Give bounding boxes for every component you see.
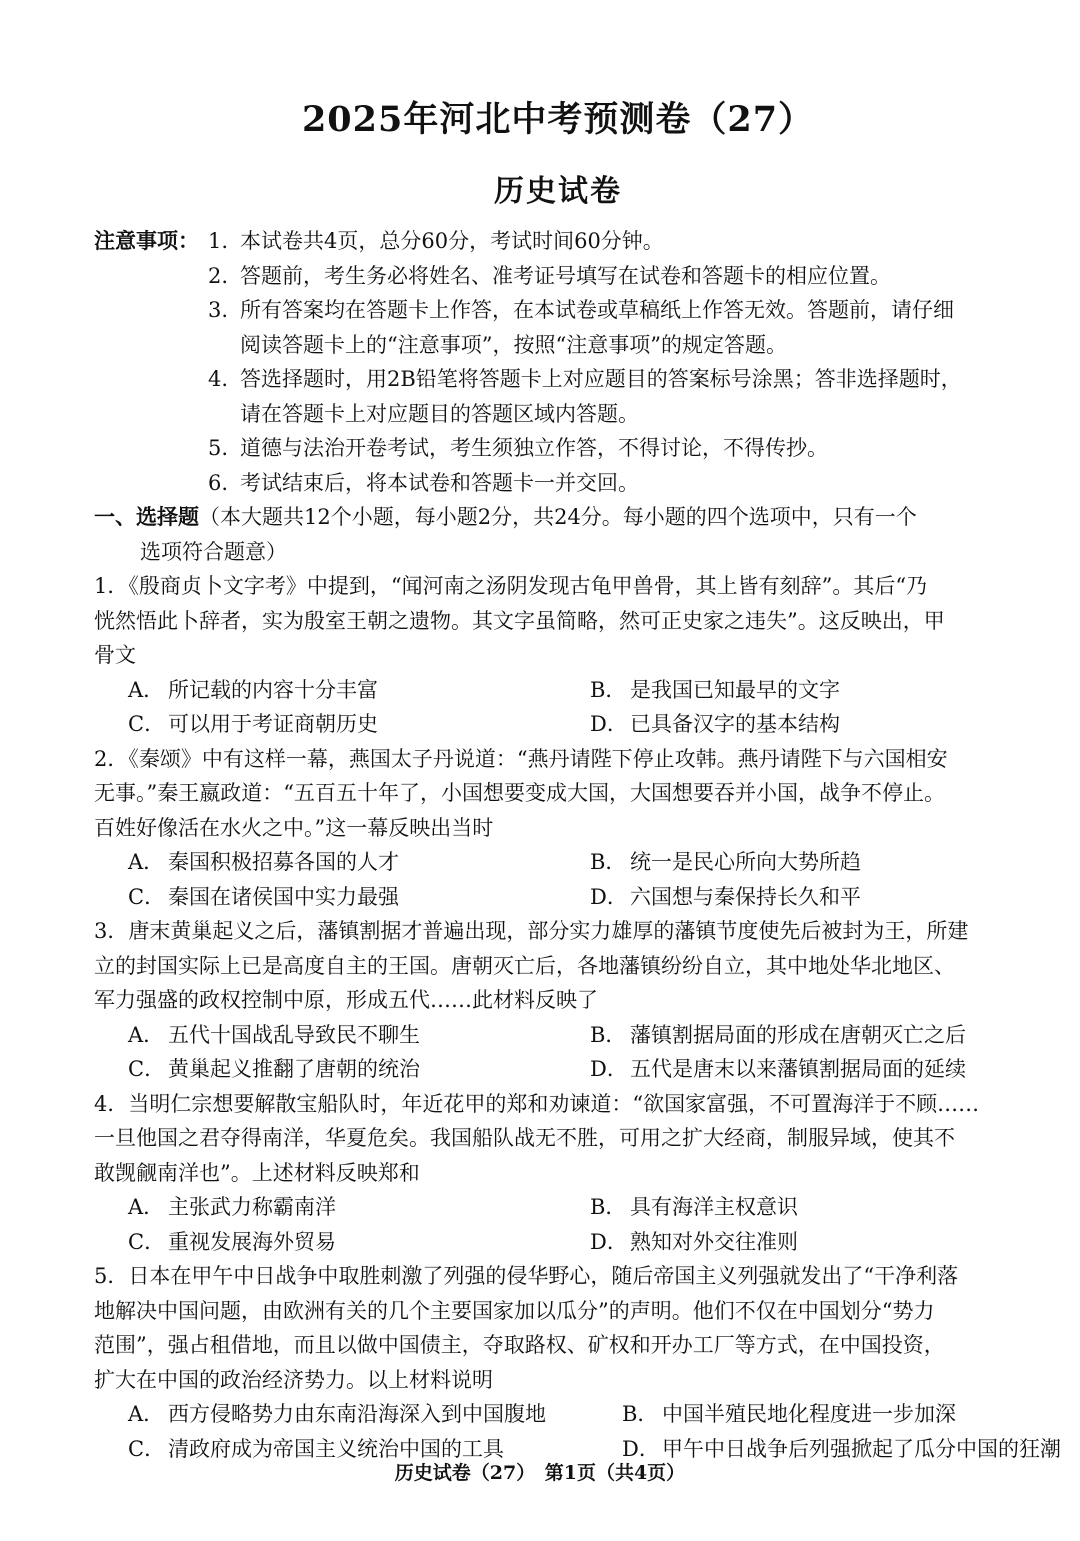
notice-text: 道德与法治开卷考试，考生须独立作答，不得讨论，不得传抄。 [240,436,828,460]
option-b [590,845,1050,880]
question-stem-line: 扩大在中国的政治经济势力。以上材料说明 [94,1367,493,1392]
option-text: 可以用于考证商朝历史 [168,712,378,736]
option-letter: A． [128,677,165,702]
question-stem-line: 2．《秦颂》中有这样一幕，燕国太子丹说道：“燕丹请陛下停止攻韩。燕丹请陛下与六国相安 [94,746,948,771]
option-letter: D． [590,1057,628,1081]
notice-item-6 [94,466,1022,501]
options-grid [94,1018,1022,1087]
notice-number: 2. [208,263,229,288]
question-stem-line: 范围”，强占租借地，而且以做中国债主，夺取路权、矿权和开办工厂等方式，在中国投资， [94,1333,945,1357]
option-a [128,1018,590,1053]
notice-item-5 [94,431,1022,466]
option-text: 甲午中日战争后列强掀起了瓜分中国的狂潮 [662,1436,1061,1461]
notice-number: 6. [208,470,229,495]
question-stem-line: 敢觊觎南洋也”。上述材料反映郑和 [94,1160,420,1185]
question-2 [94,742,1022,915]
option-c [128,707,590,742]
option-letter: B． [622,1402,659,1426]
option-letter: D． [590,884,628,909]
page-title: 2025年河北中考预测卷（27） [301,99,815,140]
options-grid [94,1397,1061,1466]
question-stem-line: 4．当明仁宗想要解散宝船队时，年近花甲的郑和劝谏道：“欲国家富强，不可置海洋于不顾…… [94,1091,980,1116]
option-letter: B． [590,1022,627,1047]
option-letter: B． [590,850,627,874]
question-stem-line: 3．唐末黄巢起义之后，藩镇割据才普遍出现，部分实力雄厚的藩镇节度使先后被封为王，所建 [94,919,969,943]
question-4 [94,1087,1022,1260]
option-b [590,673,1050,708]
options-grid [94,1190,1022,1259]
notice-text: 本试卷共4页，总分60分，考试时间60分钟。 [240,229,664,253]
option-letter: C． [128,1436,166,1461]
notice-item-1 [94,224,1022,259]
notice-number: 4. [208,367,229,391]
question-stem-line: 1．《殷商贞卜文字考》中提到，“闻河南之汤阴发现古龟甲兽骨，其上皆有刻辞”。其后“乃 [94,574,928,598]
option-text: 熟知对外交往准则 [630,1229,798,1254]
option-text: 已具备汉字的基本结构 [630,712,840,736]
option-letter: A． [128,850,165,874]
notice-text: 答题前，考生务必将姓名、准考证号填写在试卷和答题卡的相应位置。 [240,263,891,288]
option-c [128,880,590,915]
page-footer: 历史试卷（27） 第1页（共4页） [394,1462,686,1484]
option-d [590,880,1050,915]
question-stem-line: 地解决中国问题，由欧洲有关的几个主要国家加以瓜分”的声明。他们不仅在中国划分“势力 [94,1298,935,1323]
question-stem-line: 百姓好像活在水火之中。”这一幕反映出当时 [94,815,494,840]
notice-number: 5. [208,436,229,460]
question-stem-line: 一旦他国之君夺得南洋，华夏危矣。我国船队战无不胜，可用之扩大经商，制服异域，使其不 [94,1126,955,1150]
question-stem-line: 5．日本在甲午中日战争中取胜刺激了列强的侵华野心，随后帝国主义列强就发出了“干净利落 [94,1264,959,1288]
option-letter: C． [128,1229,166,1254]
notice-item-4 [94,362,1022,397]
option-letter: D． [622,1436,660,1461]
option-d [590,707,1050,742]
notice-text-continued: 请在答题卡上对应题目的答题区域内答题。 [240,401,639,426]
option-letter: A． [128,1195,165,1219]
option-c [128,1052,590,1087]
option-text: 五代十国战乱导致民不聊生 [168,1022,420,1047]
section-instructions-continued: 选项符合题意） [140,539,287,564]
notice-number: 3. [208,298,229,322]
option-b [622,1397,1052,1432]
question-3 [94,914,1022,1087]
option-d [590,1225,1050,1260]
option-b [590,1018,1050,1053]
option-letter: C． [128,1057,166,1081]
option-a [128,1190,590,1225]
option-text: 黄巢起义推翻了唐朝的统治 [168,1057,420,1081]
option-letter: D． [590,1229,628,1254]
options-grid [94,673,1022,742]
option-letter: D． [590,712,628,736]
option-letter: B． [590,677,627,702]
question-stem-line: 无事。”秦王嬴政道：“五百五十年了，小国想要变成大国，大国想要吞并小国，战争不停止。 [94,781,945,805]
option-a [128,1397,622,1432]
page-subtitle: 历史试卷 [494,174,622,209]
option-letter: A． [128,1022,165,1047]
option-text: 统一是民心所向大势所趋 [630,850,861,874]
section-heading-line [94,500,1022,535]
option-text: 具有海洋主权意识 [630,1195,798,1219]
option-d [590,1052,1050,1087]
option-text: 秦国在诸侯国中实力最强 [168,884,399,909]
question-1 [94,569,1022,742]
section-heading [94,500,1022,569]
option-a [128,845,590,880]
notice-text: 答选择题时，用2B铅笔将答题卡上对应题目的答案标号涂黑；答非选择题时， [240,367,962,391]
notice-block [94,224,1022,500]
notice-text-continued: 阅读答题卡上的“注意事项”，按照“注意事项”的规定答题。 [240,332,787,357]
option-text: 西方侵略势力由东南沿海深入到中国腹地 [168,1402,546,1426]
option-text: 所记载的内容十分丰富 [168,677,378,702]
option-letter: B． [590,1195,627,1219]
option-text: 主张武力称霸南洋 [168,1195,336,1219]
option-letter: C． [128,884,166,909]
section-instructions: （本大题共12个小题，每小题2分，共24分。每小题的四个选项中，只有一个 [199,505,917,529]
option-c [128,1225,590,1260]
notice-text: 所有答案均在答题卡上作答，在本试卷或草稿纸上作答无效。答题前，请仔细 [240,298,954,322]
options-grid [94,845,1022,914]
option-letter: A． [128,1402,165,1426]
notice-label: 注意事项： [94,228,199,253]
option-a [128,673,590,708]
question-stem-line: 军力强盛的政权控制中原，形成五代……此材料反映了 [94,988,598,1012]
question-stem-line: 恍然悟此卜辞者，实为殷室王朝之遗物。其文字虽简略，然可正史家之违失”。这反映出，甲 [94,608,945,633]
option-text: 重视发展海外贸易 [168,1229,336,1254]
notice-number: 1. [208,229,229,253]
question-stem-line: 立的封国实际上已是高度自主的王国。唐朝灭亡后，各地藩镇纷纷自立，其中地处华北地区、 [94,953,955,978]
option-b [590,1190,1050,1225]
notice-text: 考试结束后，将本试卷和答题卡一并交回。 [240,470,639,495]
option-text: 六国想与秦保持长久和平 [630,884,861,909]
option-text: 藩镇割据局面的形成在唐朝灭亡之后 [630,1022,966,1047]
option-text: 五代是唐末以来藩镇割据局面的延续 [630,1057,966,1081]
option-text: 是我国已知最早的文字 [630,677,840,702]
option-text: 清政府成为帝国主义统治中国的工具 [168,1436,504,1461]
question-stem-line: 骨文 [94,643,136,667]
option-text: 秦国积极招募各国的人才 [168,850,399,874]
question-5 [94,1259,1061,1466]
notice-item-3 [94,293,1022,328]
option-letter: C． [128,712,166,736]
notice-item-2 [94,259,1022,294]
section-label: 一、选择题 [94,504,199,529]
option-text: 中国半殖民地化程度进一步加深 [662,1402,956,1426]
